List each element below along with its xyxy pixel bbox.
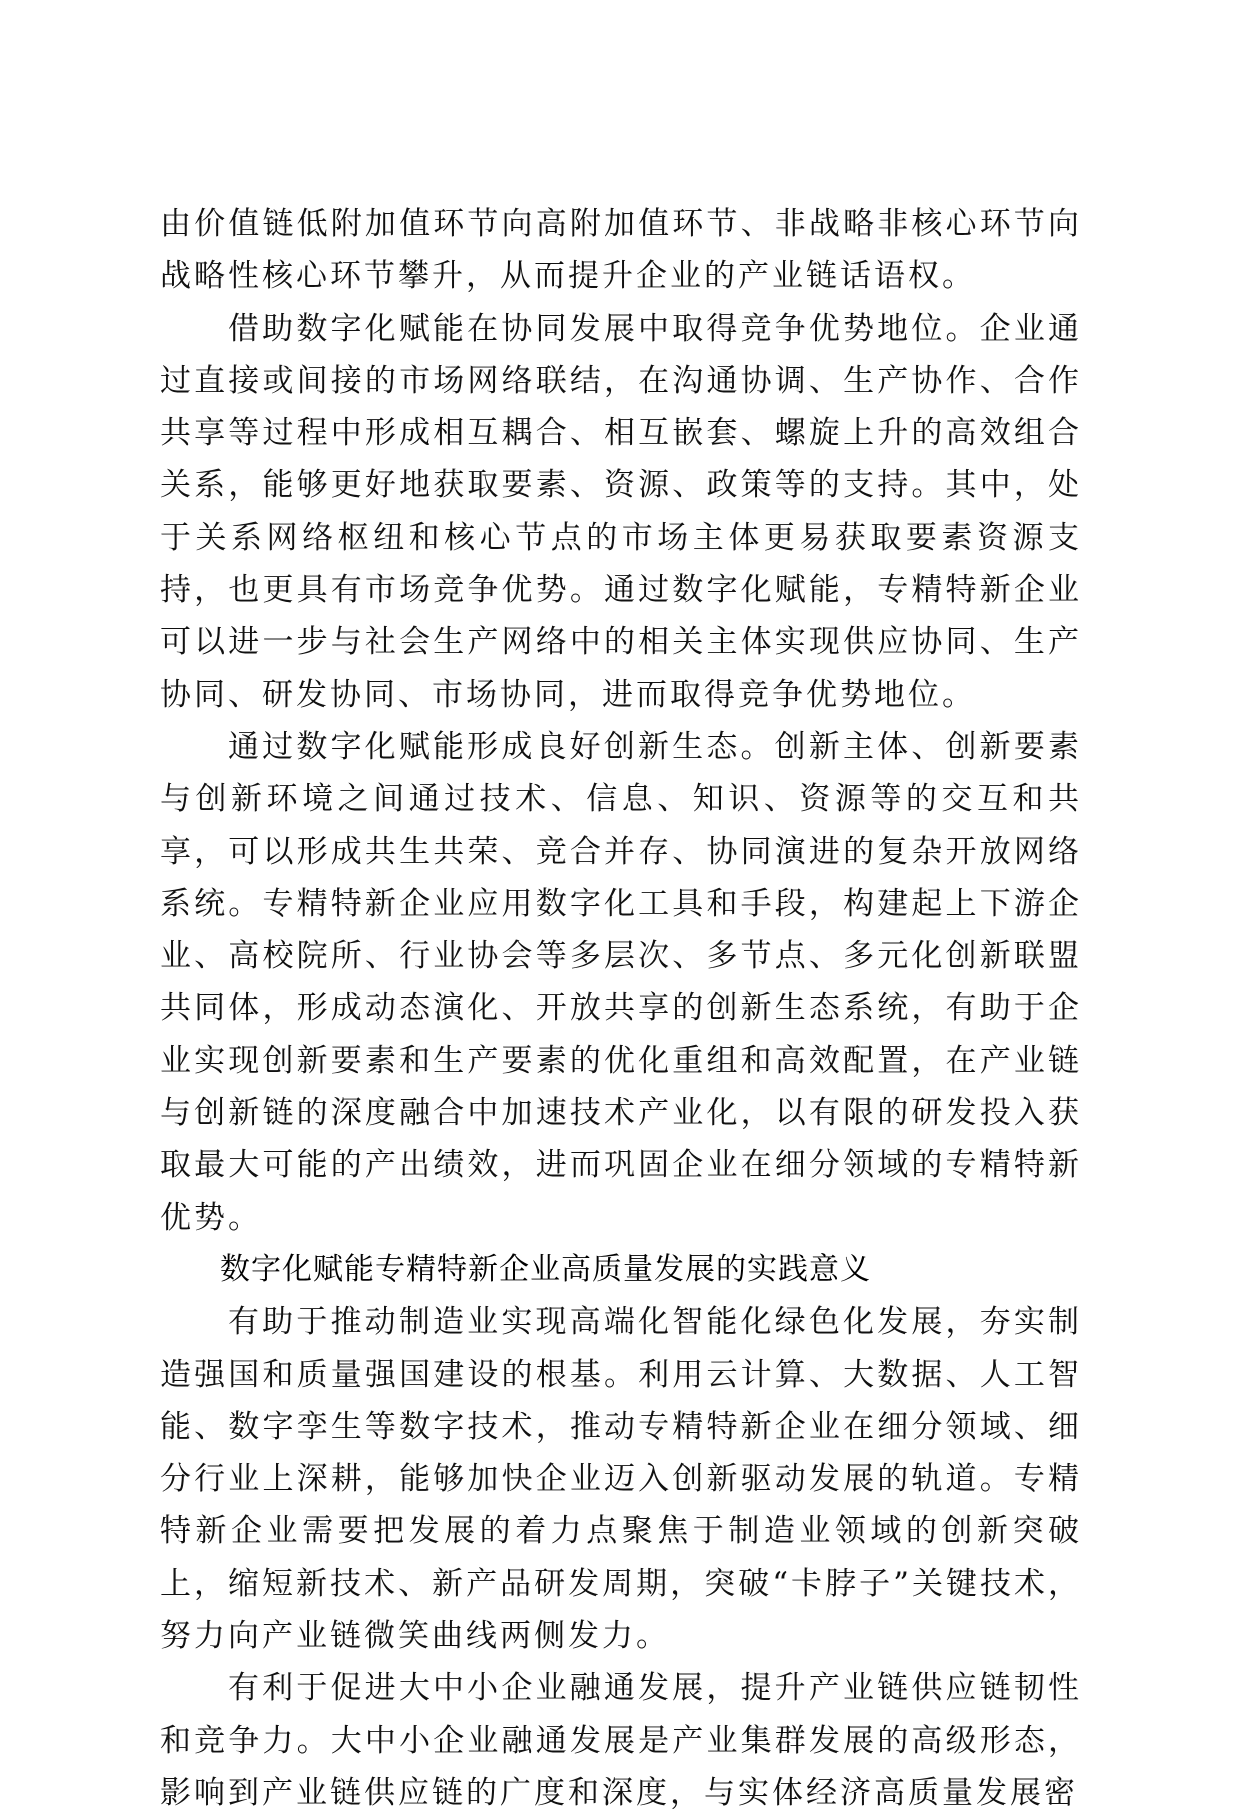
paragraph-innovation-ecosystem: 通过数字化赋能形成良好创新生态。创新主体、创新要素与创新环境之间通过技术、信息、知识、资源等的交互和共享，可以形成共生共荣、竞合并存、协同演进的复杂开放网络系统。专精特新企业应用数字化工具和手段，构建起上下游企业、高校院所、行业协会等多层次、多节点、多元化创新联盟共同体，形成动态演化、开放共享的创新生态系统，有助于企业实现创新要素和生产要素的优化重组和高效配置，在产业链与创新链的深度融合中加速技术产业化，以有限的研发投入获取最大可能的产出绩效，进而巩固企业在细分领域的专精特新优势。 [160, 728, 1082, 1236]
paragraph-continuation: 由价值链低附加值环节向高附加值环节、非战略非核心环节向战略性核心环节攀升，从而提升企业的产业链话语权。 [160, 206, 1082, 295]
paragraph-manufacturing-upgrade: 有助于推动制造业实现高端化智能化绿色化发展，夯实制造强国和质量强国建设的根基。利用云计算、大数据、人工智能、数字孪生等数字技术，推动专精特新企业在细分领域、细分行业上深耕，能够加快企业迈入创新驱动发展的轨道。专精特新企业需要把发展的着力点聚焦于制造业领域的创新突破上，缩短新技术、新产品研发周期，突破“卡脖子”关键技术，努力向产业链微笑曲线两侧发力。 [160, 1304, 1082, 1655]
paragraph-enterprise-integration: 有利于促进大中小企业融通发展，提升产业链供应链韧性和竞争力。大中小企业融通发展是产业集群发展的高级形态，影响到产业链供应链的广度和深度，与实体经济高质量发展密 [160, 1670, 1082, 1811]
paragraph-collaborative-advantage: 借助数字化赋能在协同发展中取得竞争优势地位。企业通过直接或间接的市场网络联结，在沟通协调、生产协作、合作共享等过程中形成相互耦合、相互嵌套、螺旋上升的高效组合关系，能够更好地获取要素、资源、政策等的支持。其中，处于关系网络枢纽和核心节点的市场主体更易获取要素资源支持，也更具有市场竞争优势。通过数字化赋能，专精特新企业可以进一步与社会生产网络中的相关主体实现供应协同、生产协同、研发协同、市场协同，进而取得竞争优势地位。 [160, 310, 1082, 713]
document-page [160, 198, 1082, 1819]
section-heading: 数字化赋能专精特新企业高质量发展的实践意义 [220, 1251, 871, 1287]
